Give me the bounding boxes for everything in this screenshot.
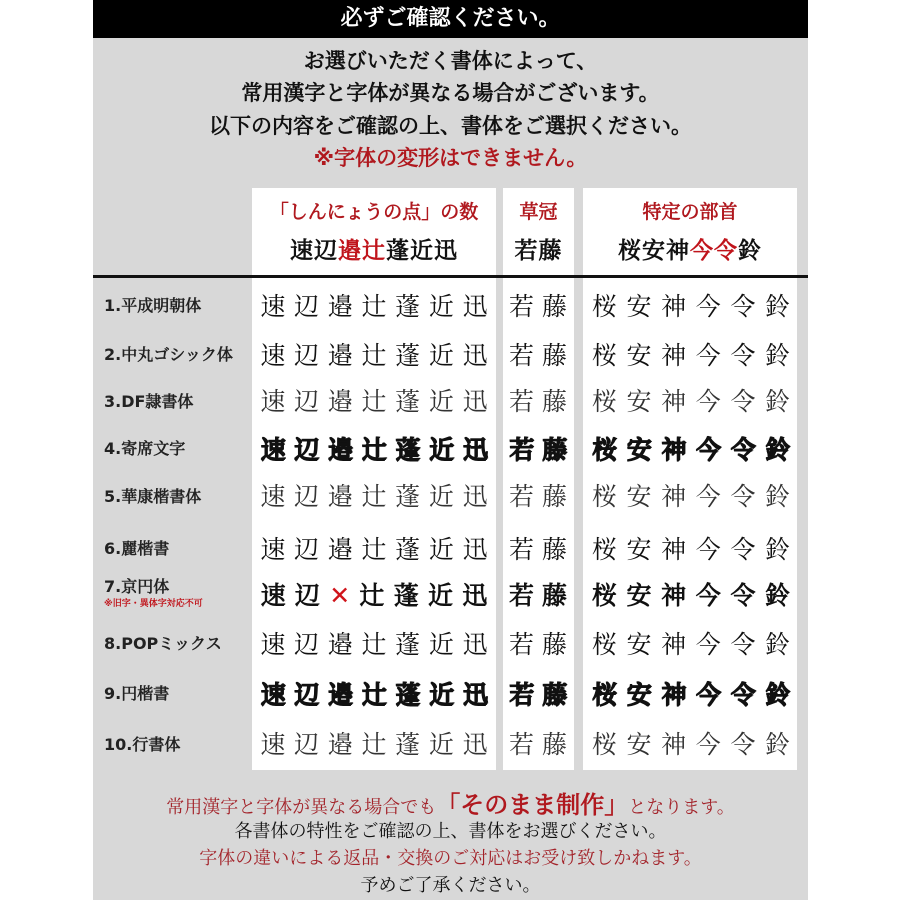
font-sample-char: 辺 (294, 389, 320, 416)
font-sample-char: 迅 (462, 341, 488, 370)
font-sample-char: 安 (626, 680, 652, 709)
font-sample-char: 迅 (462, 389, 488, 416)
font-sample-char: 辻 (361, 680, 387, 709)
sample-char: 蓬 (386, 238, 410, 264)
font-sample-char: 近 (428, 389, 454, 416)
font-sample-char: 藤 (541, 484, 567, 511)
font-sample-char: 今 (695, 535, 721, 564)
font-sample-char: 邉 (327, 435, 353, 464)
font-sample-char: 今 (695, 435, 721, 464)
font-sample-group (587, 532, 795, 568)
font-name: 6.麗楷書 (104, 539, 170, 558)
font-sample-char: 蓬 (395, 435, 421, 464)
font-sample-group (256, 385, 492, 421)
font-sample-char: 邉 (327, 341, 353, 370)
font-name: 3.DF隷書体 (104, 392, 194, 411)
font-sample-char: 鈴 (765, 630, 791, 659)
font-sample-group (256, 532, 492, 568)
font-sample-char: 藤 (541, 292, 567, 321)
font-sample-char: 藤 (541, 732, 567, 759)
font-row (93, 621, 808, 670)
font-sample-char: 神 (661, 435, 687, 464)
font-sample-char: 蓬 (393, 581, 419, 610)
column-heading-bushu: 特定の部首 (642, 201, 738, 223)
font-sample-char: 辻 (361, 484, 387, 511)
font-sample-char: 迅 (462, 535, 488, 564)
font-sample-char: 今 (695, 292, 721, 321)
footer-line-4: 予めご了承ください。 (360, 875, 541, 896)
font-sample-char: 若 (508, 389, 534, 416)
font-sample-char: 令 (730, 680, 756, 709)
font-sample-char: 速 (260, 484, 286, 511)
font-sample-group (587, 338, 795, 374)
font-sample-group (505, 385, 571, 421)
font-sample-char: 若 (508, 581, 534, 610)
font-sample-char: 桜 (591, 535, 617, 564)
footer-line-1 (93, 785, 808, 820)
font-sample-char: 神 (661, 341, 687, 370)
font-sample-group (587, 289, 795, 325)
font-sample-char: 若 (508, 535, 534, 564)
font-sample-char: 桜 (591, 292, 617, 321)
font-name: 5.華康楷書体 (104, 487, 202, 506)
sample-char: 邉 (338, 238, 362, 264)
font-sample-char: 蓬 (395, 732, 421, 759)
font-sample-char: 藤 (541, 581, 567, 610)
font-sample-char: 邉 (327, 484, 353, 511)
font-sample-char: 鈴 (765, 292, 791, 321)
sample-char: 藤 (538, 238, 563, 264)
font-sample-char: 桜 (591, 435, 617, 464)
font-sample-char: 今 (695, 680, 721, 709)
font-sample-group (256, 289, 492, 325)
font-sample-char: 速 (260, 680, 286, 709)
font-sample-char: 鈴 (765, 732, 791, 759)
font-sample-char: 邉 (327, 535, 353, 564)
font-sample-char: 速 (260, 630, 286, 659)
font-sample-char: 辺 (294, 535, 320, 564)
font-sample-char: 迅 (462, 484, 488, 511)
font-sample-char: 辺 (294, 484, 320, 511)
font-sample-char: 今 (695, 389, 721, 416)
sample-char: 令 (714, 238, 738, 264)
intro-line-1: お選びいただく書体によって、 (303, 49, 598, 73)
sample-char: 桜 (618, 238, 642, 264)
column-heading-kusakanmuri: 草冠 (519, 201, 558, 223)
divider (93, 275, 808, 278)
font-sample-char: 辺 (294, 435, 320, 464)
font-sample-char: 神 (661, 581, 687, 610)
font-sample-char: 邉 (327, 732, 353, 759)
sample-char: 今 (690, 238, 714, 264)
font-sample-char: 鈴 (765, 680, 791, 709)
font-sample-char: 今 (695, 630, 721, 659)
font-sample-char: 神 (661, 292, 687, 321)
sample-char: 神 (666, 238, 690, 264)
font-sample-char: 安 (626, 581, 652, 610)
font-sample-char: 神 (661, 484, 687, 511)
font-sample-char: 鈴 (765, 484, 791, 511)
font-row (93, 283, 808, 332)
font-sample-group (256, 432, 492, 468)
font-sample-char: 神 (661, 535, 687, 564)
font-sample-char: 邉 (327, 292, 353, 321)
font-sample-char: 蓬 (395, 389, 421, 416)
font-sample-char: 蓬 (395, 630, 421, 659)
intro-warning: ※字体の変形はできません。 (313, 146, 588, 170)
font-row (93, 332, 808, 381)
font-sample-char: 邉 (327, 680, 353, 709)
font-sample-char: 桜 (591, 680, 617, 709)
font-sample-char: 鈴 (765, 341, 791, 370)
sample-char: 迅 (434, 238, 458, 264)
font-sample-group (505, 289, 571, 325)
sample-char: 辻 (362, 238, 386, 264)
font-sample-char: 神 (661, 389, 687, 416)
font-sample-char: 辻 (361, 435, 387, 464)
footer-line-3: 字体の違いによる返品・交換のご対応はお受け致しかねます。 (199, 848, 702, 869)
font-sample-char: 藤 (541, 435, 567, 464)
font-name: 2.中丸ゴシック体 (104, 345, 233, 364)
font-sample-char: 桜 (591, 630, 617, 659)
sample-char: 速 (290, 238, 314, 264)
font-sample-char: 蓬 (395, 292, 421, 321)
font-sample-group (256, 627, 492, 663)
font-sample-char: 令 (730, 389, 756, 416)
font-sample-char: 桜 (591, 484, 617, 511)
font-sample-char: 鈴 (765, 435, 791, 464)
font-sample-char: 近 (427, 581, 453, 610)
font-sample-char: 若 (508, 630, 534, 659)
font-sample-char: 辺 (294, 581, 320, 610)
font-sample-char: 藤 (541, 535, 567, 564)
font-sample-char: 令 (730, 581, 756, 610)
font-sample-char: 鈴 (765, 581, 791, 610)
font-sample-char: 安 (626, 389, 652, 416)
font-sample-char: 近 (428, 435, 454, 464)
font-sample-char: 若 (508, 292, 534, 321)
font-sample-char: 神 (661, 630, 687, 659)
font-sample-char: 迅 (462, 435, 488, 464)
intro-line-3: 以下の内容をご確認の上、書体をご選択ください。 (209, 114, 692, 138)
font-sample-char: 速 (260, 581, 286, 610)
font-sample-group (587, 677, 795, 713)
font-row (93, 379, 808, 428)
font-name: 10.行書体 (104, 735, 181, 754)
footer-emphasis: 「そのまま制作」 (436, 791, 629, 819)
font-sample-char: 令 (730, 292, 756, 321)
font-sample-group (256, 677, 492, 713)
font-row (93, 671, 808, 720)
font-sample-char: 令 (730, 732, 756, 759)
font-sample-char: 迅 (462, 630, 488, 659)
intro-line-2: 常用漢字と字体が異なる場合がございます。 (241, 81, 660, 105)
font-sample-char: 鈴 (765, 535, 791, 564)
font-sample-char: 令 (730, 484, 756, 511)
font-sample-char: 近 (428, 630, 454, 659)
font-sample-char: 辻 (361, 292, 387, 321)
font-sample-char: 神 (661, 680, 687, 709)
font-sample-char: 若 (508, 680, 534, 709)
font-sample-char: 近 (428, 535, 454, 564)
font-sample-char: 辺 (294, 292, 320, 321)
notice-panel (93, 0, 808, 900)
font-sample-char: 辻 (361, 535, 387, 564)
font-sample-char: 桜 (591, 341, 617, 370)
font-sample-char: 藤 (541, 680, 567, 709)
font-sample-char: 辺 (294, 630, 320, 659)
sample-char: 安 (642, 238, 666, 264)
font-sample-group (256, 578, 492, 614)
font-name: 1.平成明朝体 (104, 296, 202, 315)
font-sample-group (587, 480, 795, 516)
font-sample-char: 今 (695, 484, 721, 511)
font-sample-char: 鈴 (765, 389, 791, 416)
font-sample-char: 辺 (294, 732, 320, 759)
font-sample-char: 安 (626, 435, 652, 464)
font-sample-group (505, 432, 571, 468)
font-sample-char: 蓬 (395, 680, 421, 709)
font-sample-char: 安 (626, 484, 652, 511)
font-sample-char: 藤 (541, 630, 567, 659)
font-sample-char: 若 (508, 341, 534, 370)
font-sample-group (587, 578, 795, 614)
sample-chars-kusakanmuri (503, 232, 574, 265)
font-sample-char: 辻 (361, 341, 387, 370)
font-sample-group (587, 432, 795, 468)
font-sample-char: 速 (260, 292, 286, 321)
font-row (93, 474, 808, 523)
font-row (93, 722, 808, 771)
font-sample-char: 安 (626, 535, 652, 564)
column-heading-shinnyo: 「しんにょうの点」の数 (269, 201, 479, 223)
font-name: 7.京円体 (104, 577, 170, 596)
footer-line-2: 各書体の特性をご確認の上、書体をお選びください。 (234, 821, 667, 842)
font-row (93, 526, 808, 575)
font-sample-char: 辺 (294, 680, 320, 709)
font-sample-group (505, 578, 571, 614)
footer-line-1-pre: 常用漢字と字体が異なる場合でも (166, 797, 437, 818)
font-sample-char: 近 (428, 292, 454, 321)
font-row (93, 426, 808, 475)
font-sample-char: 桜 (591, 732, 617, 759)
font-sample-char: 近 (428, 732, 454, 759)
font-sample-char: 令 (730, 341, 756, 370)
font-sample-char: 近 (428, 484, 454, 511)
sample-char: 若 (514, 238, 539, 264)
font-sample-char: 速 (260, 389, 286, 416)
font-sample-group (505, 728, 571, 764)
font-sample-char: 邉 (327, 389, 353, 416)
font-sample-char: 近 (428, 680, 454, 709)
font-sample-char: 藤 (541, 389, 567, 416)
font-sample-char: 辻 (361, 732, 387, 759)
font-sample-char: 今 (695, 341, 721, 370)
font-sample-char: 迅 (462, 581, 488, 610)
font-sample-char: 安 (626, 630, 652, 659)
font-sample-char: 安 (626, 292, 652, 321)
font-note: ※旧字・異体字対応不可 (104, 599, 203, 609)
font-sample-group (505, 532, 571, 568)
font-sample-char: 速 (260, 535, 286, 564)
font-sample-char: 令 (730, 630, 756, 659)
font-sample-char: 辻 (359, 581, 385, 610)
font-name: 9.円楷書 (104, 684, 170, 703)
font-sample-char: 若 (508, 484, 534, 511)
sample-char: 近 (410, 238, 434, 264)
font-sample-group (587, 728, 795, 764)
font-sample-char: 速 (260, 732, 286, 759)
font-sample-char: 令 (730, 535, 756, 564)
font-sample-char: 蓬 (395, 341, 421, 370)
font-sample-char: 神 (661, 732, 687, 759)
font-sample-char: 蓬 (395, 535, 421, 564)
font-sample-char: 桜 (591, 389, 617, 416)
font-sample-char: 安 (626, 341, 652, 370)
font-sample-group (505, 627, 571, 663)
font-sample-group (587, 385, 795, 421)
font-sample-group (505, 677, 571, 713)
font-name: 4.寄席文字 (104, 439, 186, 458)
font-sample-char: 若 (508, 435, 534, 464)
font-sample-char: 速 (260, 341, 286, 370)
font-sample-group (256, 480, 492, 516)
font-sample-group (505, 480, 571, 516)
font-sample-char: 藤 (541, 341, 567, 370)
font-sample-group (256, 338, 492, 374)
font-sample-char: 迅 (462, 732, 488, 759)
sample-chars-bushu (583, 232, 797, 265)
font-sample-char: 速 (260, 435, 286, 464)
notice-title: 必ずご確認ください。 (93, 0, 808, 38)
font-sample-char: 令 (730, 435, 756, 464)
font-sample-char: 迅 (462, 680, 488, 709)
font-name: 8.POPミックス (104, 634, 222, 653)
sample-char: 辺 (314, 238, 338, 264)
font-sample-group (505, 338, 571, 374)
font-sample-char: 邉 (327, 630, 353, 659)
font-sample-char: 今 (695, 732, 721, 759)
font-sample-char: 辻 (361, 389, 387, 416)
font-sample-char: 桜 (591, 581, 617, 610)
sample-chars-shinnyo (252, 232, 496, 265)
font-sample-char: 近 (428, 341, 454, 370)
sample-char: 鈴 (738, 238, 762, 264)
font-sample-char: 辺 (294, 341, 320, 370)
unsupported-cross-icon: ✕ (329, 581, 351, 610)
font-sample-group (256, 728, 492, 764)
footer-line-1-post: となります。 (628, 797, 735, 818)
font-row (93, 572, 808, 621)
font-sample-group (587, 627, 795, 663)
font-sample-char: 蓬 (395, 484, 421, 511)
font-sample-char: 若 (508, 732, 534, 759)
font-sample-char: 今 (695, 581, 721, 610)
font-sample-char: 迅 (462, 292, 488, 321)
font-sample-char: 安 (626, 732, 652, 759)
font-sample-char: 辻 (361, 630, 387, 659)
